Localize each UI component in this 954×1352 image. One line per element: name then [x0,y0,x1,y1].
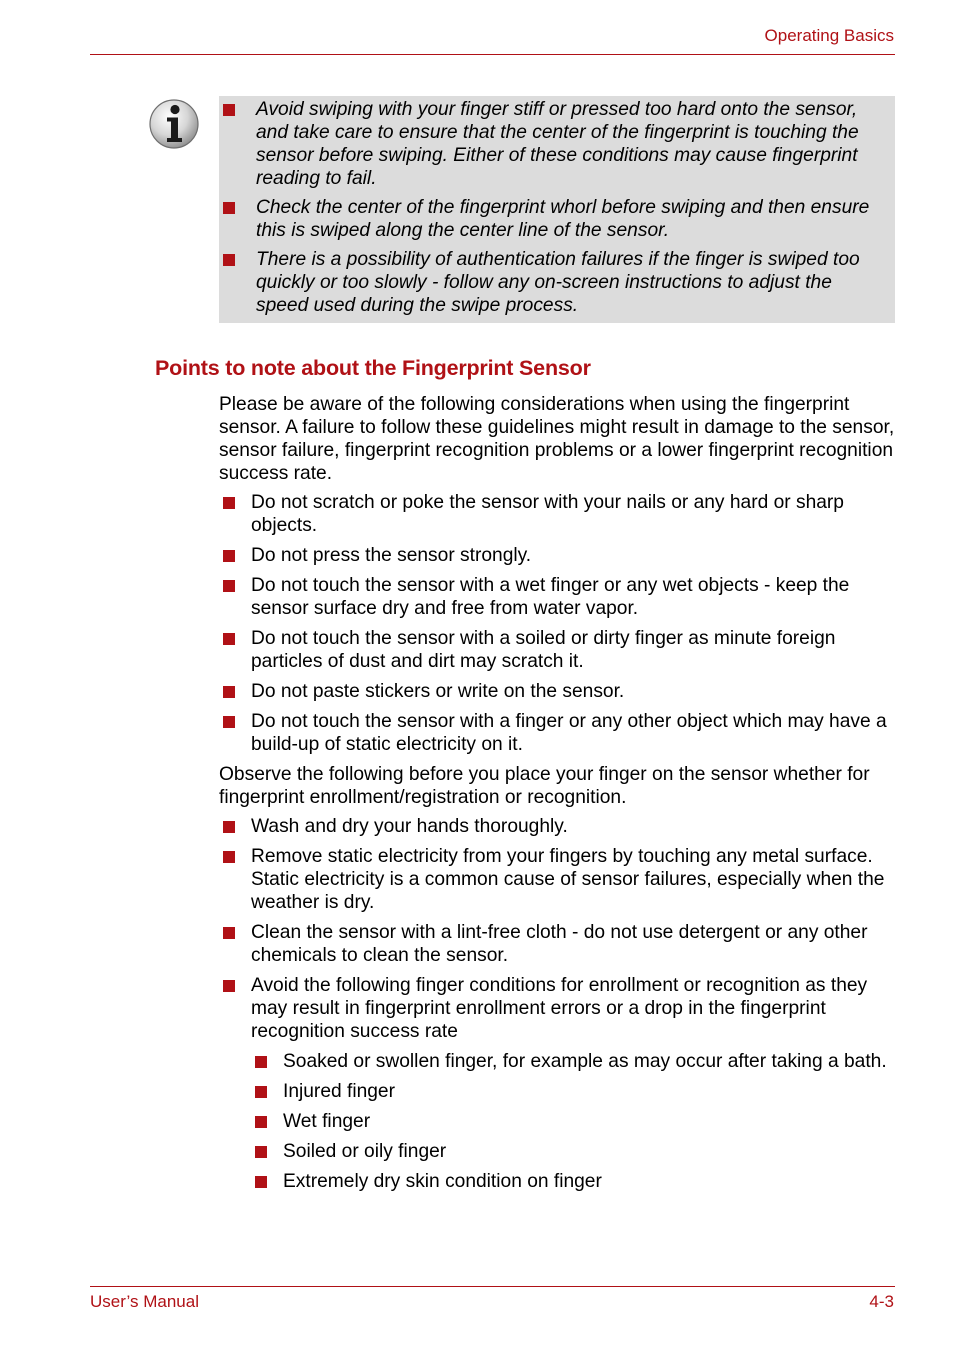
info-icon [148,98,200,150]
list-item: Do not scratch or poke the sensor with your nails or any hard or sharp objects. [219,491,895,537]
bullet-square-icon [223,580,235,592]
list-item: Do not touch the sensor with a soiled or dirty finger as minute foreign particles of dust and dirt may scratch it. [219,627,895,673]
bullet-square-icon [223,851,235,863]
bullet-square-icon [223,202,235,214]
list-item: Do not paste stickers or write on the sensor. [219,680,895,703]
page-number: 4-3 [869,1292,894,1311]
header-rule [90,54,895,55]
footer-manual-title: User’s Manual [90,1292,199,1311]
bullet-square-icon [223,980,235,992]
note-item: Avoid swiping with your finger stiff or pressed too hard onto the sensor, and take care to ensure that the center of the fingerprint is touching the sensor before swiping. Either of these conditions may cause fingerprint reading to fail. [219,98,887,190]
bullet-square-icon [223,254,235,266]
list-item: Do not touch the sensor with a wet finger or any wet objects - keep the sensor surface dry and free from water vapor. [219,574,895,620]
section-heading: Points to note about the Fingerprint Sensor [155,356,591,380]
bullet-square-icon [223,716,235,728]
bullet-square-icon [255,1086,267,1098]
bullet-square-icon [255,1146,267,1158]
list-item: Remove static electricity from your fingers by touching any metal surface. Static electricity is a common cause of sensor failures, especially when the weather is dry. [219,845,895,914]
observe-paragraph: Observe the following before you place your finger on the sensor whether for fingerprint enrollment/registration or recognition. [219,764,870,808]
note-item: Check the center of the fingerprint whorl before swiping and then ensure this is swiped along the center line of the sensor. [219,196,887,242]
list-item: Avoid the following finger conditions for enrollment or recognition as they may result in fingerprint enrollment errors or a drop in the fingerprint recognition success rate [219,974,895,1043]
bullet-square-icon [255,1176,267,1188]
bullet-square-icon [223,927,235,939]
footer-rule [90,1286,895,1287]
bullet-square-icon [223,550,235,562]
bullet-square-icon [223,821,235,833]
section-body [219,393,895,1200]
sub-list-item: Wet finger [219,1110,895,1133]
note-box [219,96,895,323]
running-header: Operating Basics [764,26,894,45]
sub-list-item: Extremely dry skin condition on finger [219,1170,895,1193]
bullet-square-icon [223,633,235,645]
list-item: Clean the sensor with a lint-free cloth - do not use detergent or any other chemicals to clean the sensor. [219,921,895,967]
list-item: Wash and dry your hands thoroughly. [219,815,895,838]
sub-list-item: Soiled or oily finger [219,1140,895,1163]
bullet-square-icon [223,497,235,509]
bullet-square-icon [255,1056,267,1068]
bullet-square-icon [223,686,235,698]
list-item: Do not touch the sensor with a finger or any other object which may have a build-up of static electricity on it. [219,710,895,756]
sub-list-item: Soaked or swollen finger, for example as may occur after taking a bath. [219,1050,895,1073]
bullet-square-icon [223,104,235,116]
list-item: Do not press the sensor strongly. [219,544,895,567]
intro-paragraph: Please be aware of the following considerations when using the fingerprint sensor. A failure to follow these guidelines might result in damage to the sensor, sensor failure, fingerprint recognition problems or a lower fingerprint recognition success rate. [219,394,895,484]
note-item: There is a possibility of authentication failures if the finger is swiped too quickly or too slowly - follow any on-screen instructions to adjust the speed used during the swipe process. [219,248,887,317]
bullet-square-icon [255,1116,267,1128]
sub-list-item: Injured finger [219,1080,895,1103]
